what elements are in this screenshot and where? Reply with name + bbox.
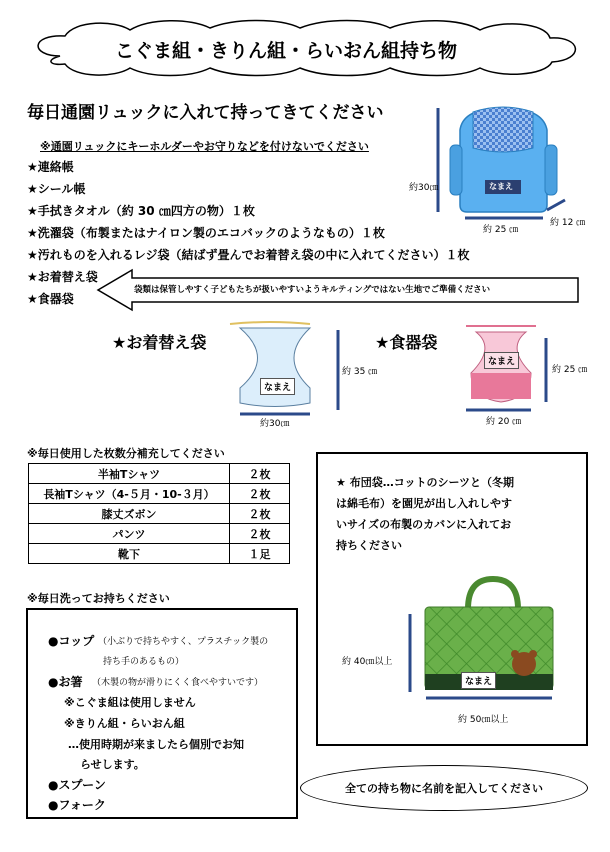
futon-text-line: は綿毛布）を園児が出し入れしやす <box>336 497 512 510</box>
dish-bag-illustration <box>456 318 596 426</box>
clothes-qty: ２枚 <box>230 464 290 484</box>
clothes-bag-illustration <box>220 318 378 429</box>
dish-bag-width: 約 20 ㎝ <box>486 417 522 427</box>
clothes-bag-label: ★お着替え袋 <box>112 333 207 352</box>
clothes-item: 半袖Tシャツ <box>29 464 230 484</box>
clothes-qty: ２枚 <box>230 504 290 524</box>
rucksack-illustration <box>405 100 590 235</box>
list-item: ★連絡帳 <box>27 160 74 174</box>
clothes-bag-height: 約 35 ㎝ <box>342 367 378 377</box>
cup-note-1: （小ぶりで持ちやすく、プラスチック製の <box>98 637 269 647</box>
clothes-item: 長袖Tシャツ（4-５月・10-３月） <box>29 484 230 504</box>
clothes-item: 靴下 <box>29 544 230 564</box>
daily-clothes-heading: ※毎日使用した枚数分補充してください <box>27 447 225 460</box>
futon-bag-box <box>316 452 588 746</box>
table-row <box>29 464 290 484</box>
dish-bag-name-tag: なまえ <box>484 352 519 369</box>
cup-item: ●コップ <box>48 634 95 648</box>
futon-text <box>336 472 514 556</box>
usage-note-1: …使用時期が来ましたら個別でお知 <box>68 738 244 751</box>
futon-bag-name-tag: なまえ <box>461 672 496 689</box>
chopsticks-note: （木製の物が滑りにくく食べやすいです） <box>92 678 264 688</box>
wash-daily-heading: ※毎日洗ってお持ちください <box>27 592 170 605</box>
clothes-qty: ２枚 <box>230 524 290 544</box>
clothes-item: 膝丈ズボン <box>29 504 230 524</box>
futon-text-line: いサイズの布製のカバンに入れてお <box>336 518 512 531</box>
list-item: ★シール帳 <box>27 182 86 196</box>
futon-bag-height: 約 40㎝以上 <box>342 657 393 667</box>
usage-note-2: らせします。 <box>80 758 145 771</box>
wash-daily-box <box>26 608 298 819</box>
kirin-note: ※きりん組・らいおん組 <box>64 717 185 730</box>
table-row <box>29 504 290 524</box>
rucksack-height: 約30㎝ <box>409 183 439 193</box>
page-title: こぐま組・きりん組・らいおん組持ち物 <box>115 40 458 62</box>
cup-note-2: 持ち手のあるもの） <box>103 657 185 667</box>
clothes-item: パンツ <box>29 524 230 544</box>
futon-text-line: 持ちください <box>336 539 402 552</box>
table-row <box>29 484 290 504</box>
bag-fabric-arrow <box>96 268 581 312</box>
futon-text-line: ★ 布団袋…コットのシーツと（冬期 <box>336 476 515 489</box>
clothes-qty: １足 <box>230 544 290 564</box>
table-row <box>29 524 290 544</box>
list-item: ★お着替え袋 <box>27 270 98 284</box>
spoon-item: ●スプーン <box>48 778 106 792</box>
dish-bag-label: ★食器袋 <box>375 333 438 352</box>
footer-note: 全ての持ち物に名前を記入してください <box>345 782 543 795</box>
list-item: ★洗濯袋（布製またはナイロン製のエコバックのようなもの）１枚 <box>27 226 385 240</box>
rucksack-note: ※通園リュックにキーホルダーやお守りなどを付けないでください <box>40 140 369 153</box>
clothes-bag-name-tag: なまえ <box>260 378 295 395</box>
list-item: ★手拭きタオル（約 30 ㎝四方の物）１枚 <box>27 204 255 218</box>
list-item: ★食器袋 <box>27 292 74 306</box>
fork-item: ●フォーク <box>48 798 106 812</box>
chopsticks-item: ●お箸 <box>48 675 83 689</box>
drawstring-bag-icon <box>220 318 360 426</box>
footer-note-ellipse <box>300 765 588 811</box>
daily-clothes-table <box>28 463 290 564</box>
futon-bag-width: 約 50㎝以上 <box>458 715 509 725</box>
dish-bag-height: 約 25 ㎝ <box>552 365 588 375</box>
list-item: ★汚れものを入れるレジ袋（結ばず畳んでお着替え袋の中に入れてください）１枚 <box>27 248 470 262</box>
rucksack-name-tag: なまえ <box>489 182 513 191</box>
koguma-note: ※こぐま組は使用しません <box>64 696 196 709</box>
table-row <box>29 544 290 564</box>
clothes-bag-width: 約30㎝ <box>260 419 290 429</box>
title-cloud <box>20 16 590 80</box>
rucksack-depth: 約 12 ㎝ <box>550 218 586 228</box>
rucksack-heading: 毎日通園リュックに入れて持ってきてください <box>27 103 384 123</box>
arrow-note-text: 袋類は保管しやすく子どもたちが扱いやすいようキルティングではない生地でご準備ください <box>134 285 491 295</box>
clothes-qty: ２枚 <box>230 484 290 504</box>
rucksack-width: 約 25 ㎝ <box>483 225 519 235</box>
